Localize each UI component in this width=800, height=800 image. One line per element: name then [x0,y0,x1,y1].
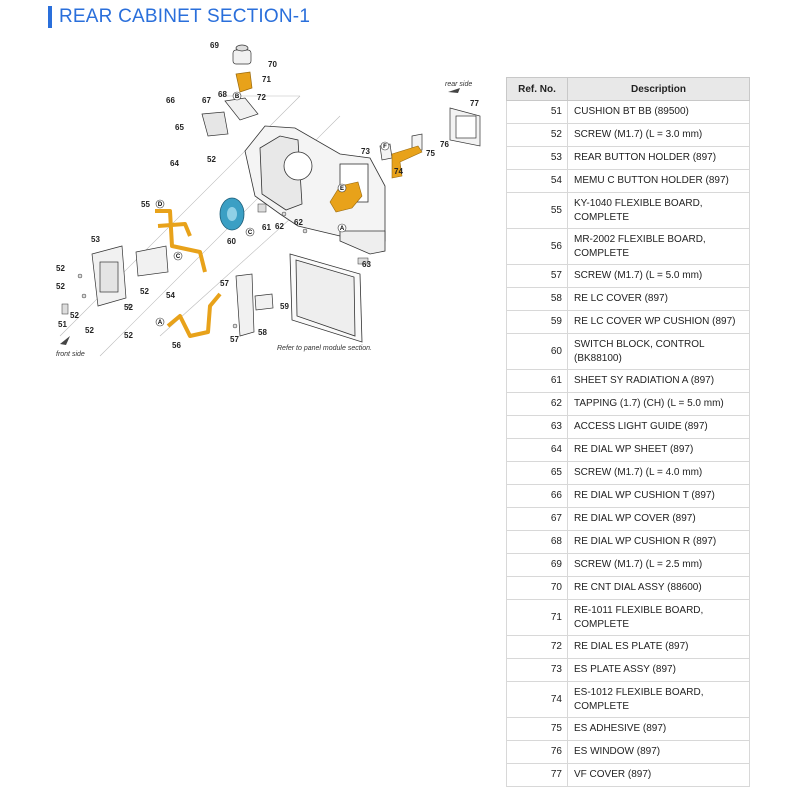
header-ref-no: Ref. No. [507,78,568,101]
description-cell: RE DIAL WP COVER (897) [568,508,750,531]
description-cell: RE-1011 FLEXIBLE BOARD, COMPLETE [568,600,750,636]
description-cell: TAPPING (1.7) (CH) (L = 5.0 mm) [568,393,750,416]
rear-dial-group [202,45,258,136]
description-cell: RE LC COVER (897) [568,288,750,311]
ref-number-cell: 67 [507,508,568,531]
page-header [48,6,310,28]
description-cell: ES ADHESIVE (897) [568,718,750,741]
lc-cover [236,274,273,336]
marker-c2: C [247,230,253,236]
callout-54: 54 [166,291,175,300]
table-row [507,288,750,311]
ref-number-cell: 64 [507,439,568,462]
callout-52a: 52 [207,155,216,164]
table-row [507,764,750,787]
callout-56: 56 [172,341,181,350]
ref-number-cell: 69 [507,554,568,577]
callout-62a: 62 [275,222,284,231]
ref-number-cell: 51 [507,101,568,124]
description-cell: ES PLATE ASSY (897) [568,659,750,682]
parts-table [506,77,750,787]
title-accent-bar [48,6,52,28]
ref-number-cell: 60 [507,334,568,370]
switch-block [220,198,244,230]
ref-number-cell: 74 [507,682,568,718]
mr-flex-board [168,294,220,336]
ref-number-cell: 55 [507,193,568,229]
callout-74: 74 [394,167,403,176]
marker-d: D [157,202,163,208]
table-row [507,265,750,288]
description-cell: CUSHION BT BB (89500) [568,101,750,124]
description-cell: KY-1040 FLEXIBLE BOARD, COMPLETE [568,193,750,229]
callout-57a: 57 [220,279,229,288]
ref-number-cell: 62 [507,393,568,416]
callout-52e: 52 [124,303,133,312]
header-description: Description [568,78,750,101]
callout-75: 75 [426,149,435,158]
table-row [507,101,750,124]
table-row [507,439,750,462]
table-row [507,124,750,147]
ref-number-cell: 53 [507,147,568,170]
table-row [507,531,750,554]
table-row [507,682,750,718]
ref-number-cell: 57 [507,265,568,288]
callout-72: 72 [257,93,266,102]
callout-64: 64 [170,159,179,168]
ref-number-cell: 59 [507,311,568,334]
table-row [507,170,750,193]
callout-63: 63 [362,260,371,269]
ref-number-cell: 75 [507,718,568,741]
exploded-parts-diagram [40,36,500,366]
table-row [507,147,750,170]
callout-52g: 52 [70,311,79,320]
table-row [507,659,750,682]
marker-a: A [157,320,163,326]
panel-note: Refer to panel module section. [277,345,372,352]
marker-a2: A [339,226,345,232]
callout-68: 68 [218,90,227,99]
table-row [507,370,750,393]
callout-62b: 62 [294,218,303,227]
callout-67: 67 [202,96,211,105]
callout-70: 70 [268,60,277,69]
ref-number-cell: 71 [507,600,568,636]
table-header-row [507,78,750,101]
description-cell: SCREW (M1.7) (L = 3.0 mm) [568,124,750,147]
ref-number-cell: 68 [507,531,568,554]
callout-66: 66 [166,96,175,105]
callout-65: 65 [175,123,184,132]
table-row [507,485,750,508]
callout-52h: 52 [85,326,94,335]
callout-76: 76 [440,140,449,149]
ref-number-cell: 66 [507,485,568,508]
marker-b: B [234,94,240,100]
callout-52f: 52 [124,331,133,340]
description-cell: ES WINDOW (897) [568,741,750,764]
description-cell: REAR BUTTON HOLDER (897) [568,147,750,170]
callout-58: 58 [258,328,267,337]
callout-77: 77 [470,99,479,108]
table-row [507,718,750,741]
callout-59: 59 [280,302,289,311]
marker-e: E [339,186,345,192]
table-row [507,311,750,334]
description-cell: RE DIAL WP CUSHION R (897) [568,531,750,554]
description-cell: SWITCH BLOCK, CONTROL (BK88100) [568,334,750,370]
table-row [507,334,750,370]
callout-55: 55 [141,200,150,209]
description-cell: RE DIAL WP CUSHION T (897) [568,485,750,508]
table-row [507,554,750,577]
rear-cabinet-body [245,126,385,254]
ref-number-cell: 70 [507,577,568,600]
marker-f: F [383,144,387,150]
callout-57b: 57 [230,335,239,344]
ref-number-cell: 72 [507,636,568,659]
table-row [507,229,750,265]
description-cell: SCREW (M1.7) (L = 2.5 mm) [568,554,750,577]
ref-number-cell: 63 [507,416,568,439]
callout-52d: 52 [140,287,149,296]
description-cell: SCREW (M1.7) (L = 5.0 mm) [568,265,750,288]
description-cell: SCREW (M1.7) (L = 4.0 mm) [568,462,750,485]
table-row [507,462,750,485]
callout-52b: 52 [56,264,65,273]
ref-number-cell: 58 [507,288,568,311]
table-row [507,508,750,531]
description-cell: SHEET SY RADIATION A (897) [568,370,750,393]
callout-51: 51 [58,320,67,329]
table-row [507,416,750,439]
table-row [507,577,750,600]
page-title: REAR CABINET SECTION-1 [59,6,311,27]
ref-number-cell: 54 [507,170,568,193]
callout-71: 71 [262,75,271,84]
table-row [507,193,750,229]
description-cell: RE CNT DIAL ASSY (88600) [568,577,750,600]
front-side-arrow [56,336,85,358]
rear-button-holder [92,246,168,306]
callout-60: 60 [227,237,236,246]
front-side-label: front side [56,351,85,358]
ref-number-cell: 73 [507,659,568,682]
description-cell: MEMU C BUTTON HOLDER (897) [568,170,750,193]
callout-61: 61 [262,223,271,232]
description-cell: ES-1012 FLEXIBLE BOARD, COMPLETE [568,682,750,718]
rear-side-label: rear side [445,81,473,88]
description-cell: RE DIAL ES PLATE (897) [568,636,750,659]
ref-number-cell: 56 [507,229,568,265]
description-cell: ACCESS LIGHT GUIDE (897) [568,416,750,439]
callout-69: 69 [210,41,219,50]
ref-number-cell: 76 [507,741,568,764]
description-cell: VF COVER (897) [568,764,750,787]
table-row [507,393,750,416]
rear-side-arrow [445,81,472,93]
ref-number-cell: 77 [507,764,568,787]
marker-c: C [175,254,181,260]
callout-73: 73 [361,147,370,156]
lcd-panel [290,254,362,342]
table-row [507,600,750,636]
callout-52c: 52 [56,282,65,291]
table-row [507,636,750,659]
table-row [507,741,750,764]
callout-53: 53 [91,235,100,244]
description-cell: RE DIAL WP SHEET (897) [568,439,750,462]
ref-number-cell: 61 [507,370,568,393]
ref-number-cell: 52 [507,124,568,147]
parts-table-body [507,101,750,787]
description-cell: RE LC COVER WP CUSHION (897) [568,311,750,334]
description-cell: MR-2002 FLEXIBLE BOARD, COMPLETE [568,229,750,265]
ref-number-cell: 65 [507,462,568,485]
